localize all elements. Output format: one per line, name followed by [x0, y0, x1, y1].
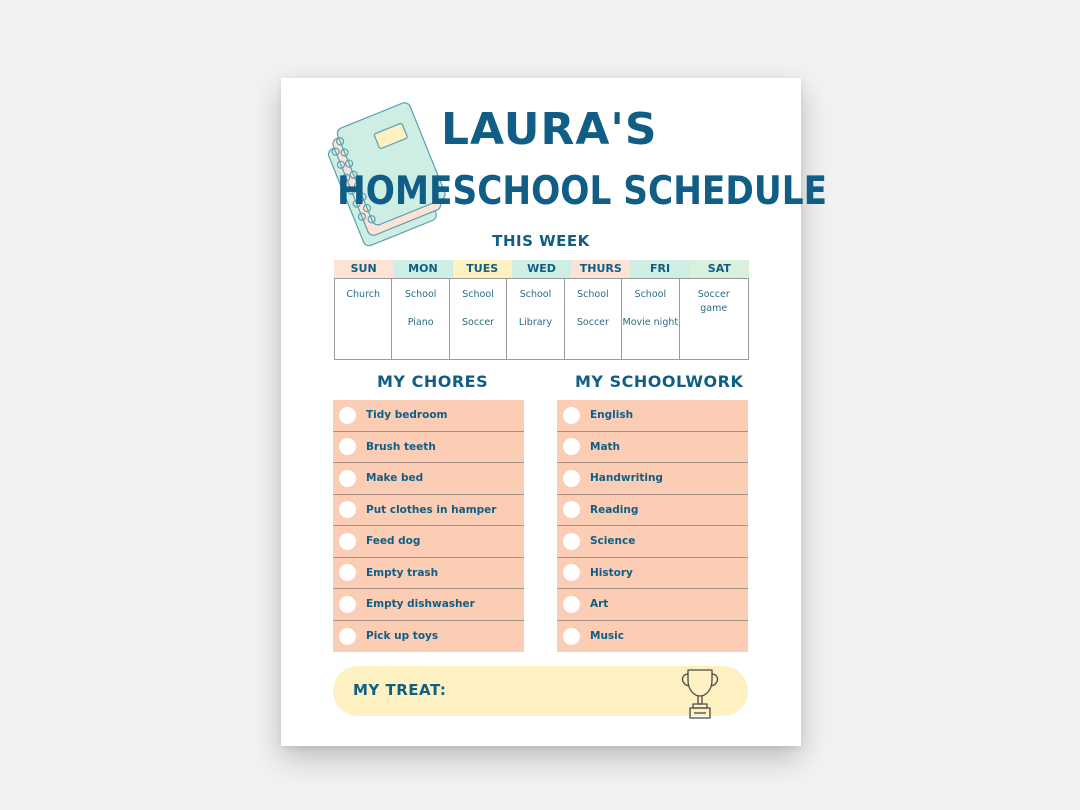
- day-cell-thurs[interactable]: [565, 279, 622, 359]
- subject-label: Reading: [590, 503, 639, 516]
- list-item: [557, 495, 748, 527]
- schoolwork-title: MY SCHOOLWORK: [575, 372, 744, 391]
- day-header-thurs: THURS: [571, 260, 630, 278]
- list-item: [333, 589, 524, 621]
- activity: Soccer game: [697, 289, 730, 314]
- day-activity-row: [334, 278, 749, 360]
- chore-label: Empty dishwasher: [366, 598, 475, 611]
- trophy-icon: [678, 666, 722, 722]
- checkbox-circle[interactable]: [563, 628, 580, 645]
- list-item: [557, 621, 748, 652]
- subject-label: Math: [590, 440, 621, 453]
- list-item: [557, 432, 748, 464]
- day-header-sat: SAT: [690, 260, 749, 278]
- activity: School: [404, 289, 437, 300]
- list-item: [557, 463, 748, 495]
- subject-label: History: [590, 566, 633, 579]
- list-item: [333, 558, 524, 590]
- activity: Soccer: [576, 317, 609, 328]
- activity: Library: [518, 317, 553, 328]
- list-item: [333, 400, 524, 432]
- checkbox-circle[interactable]: [339, 438, 356, 455]
- checkbox-circle[interactable]: [563, 564, 580, 581]
- checkbox-circle[interactable]: [339, 470, 356, 487]
- chore-label: Put clothes in hamper: [366, 503, 497, 516]
- activity: Church: [346, 289, 381, 300]
- day-header-mon: MON: [393, 260, 452, 278]
- treat-box[interactable]: [333, 666, 748, 716]
- day-header-row: [334, 260, 749, 278]
- subject-label: Art: [590, 598, 609, 611]
- list-item: [333, 526, 524, 558]
- schedule-page: [281, 78, 828, 746]
- schedule-title: HOMESCHOOL SCHEDULE: [337, 169, 828, 214]
- day-cell-wed[interactable]: [507, 279, 564, 359]
- day-header-wed: WED: [512, 260, 571, 278]
- day-cell-sun[interactable]: [335, 279, 392, 359]
- day-header-tues: TUES: [453, 260, 512, 278]
- checkbox-circle[interactable]: [563, 596, 580, 613]
- list-item: [557, 589, 748, 621]
- chore-label: Tidy bedroom: [366, 409, 448, 422]
- list-item: [333, 621, 524, 652]
- subject-label: Handwriting: [590, 472, 663, 485]
- chores-title: MY CHORES: [377, 372, 489, 391]
- checkbox-circle[interactable]: [339, 596, 356, 613]
- list-item: [333, 463, 524, 495]
- day-cell-tues[interactable]: [450, 279, 507, 359]
- checkbox-circle[interactable]: [339, 628, 356, 645]
- schoolwork-list: [557, 400, 748, 652]
- activity: School: [519, 289, 552, 300]
- checkbox-circle[interactable]: [563, 501, 580, 518]
- day-cell-mon[interactable]: [392, 279, 449, 359]
- activity: Movie night: [622, 317, 679, 328]
- activity: Soccer: [462, 317, 495, 328]
- checkbox-circle[interactable]: [339, 533, 356, 550]
- checkbox-circle[interactable]: [563, 470, 580, 487]
- chores-list: [333, 400, 524, 652]
- checkbox-circle[interactable]: [339, 501, 356, 518]
- day-cell-fri[interactable]: [622, 279, 679, 359]
- subject-label: English: [590, 409, 634, 422]
- chore-label: Feed dog: [366, 535, 421, 548]
- subject-label: Science: [590, 535, 636, 548]
- weekly-schedule-table: [334, 260, 749, 360]
- day-cell-sat[interactable]: [680, 279, 748, 359]
- activity: School: [577, 289, 609, 300]
- day-header-fri: FRI: [630, 260, 689, 278]
- week-section-title: THIS WEEK: [492, 232, 590, 250]
- student-name-title: LAURA'S: [441, 104, 658, 155]
- treat-label: MY TREAT:: [353, 681, 447, 699]
- checkbox-circle[interactable]: [339, 407, 356, 424]
- day-header-sun: SUN: [334, 260, 393, 278]
- chore-label: Pick up toys: [366, 630, 439, 642]
- checkbox-circle[interactable]: [339, 564, 356, 581]
- chore-label: Empty trash: [366, 566, 439, 579]
- subject-label: Music: [590, 630, 624, 642]
- list-item: [557, 526, 748, 558]
- list-item: [557, 558, 748, 590]
- list-item: [333, 495, 524, 527]
- checkbox-circle[interactable]: [563, 407, 580, 424]
- checkbox-circle[interactable]: [563, 533, 580, 550]
- list-item: [557, 400, 748, 432]
- activity: School: [634, 289, 667, 300]
- checkbox-circle[interactable]: [563, 438, 580, 455]
- list-item: [333, 432, 524, 464]
- activity: Piano: [407, 317, 434, 328]
- chore-label: Brush teeth: [366, 440, 436, 453]
- activity: School: [462, 289, 494, 300]
- chore-label: Make bed: [366, 472, 424, 485]
